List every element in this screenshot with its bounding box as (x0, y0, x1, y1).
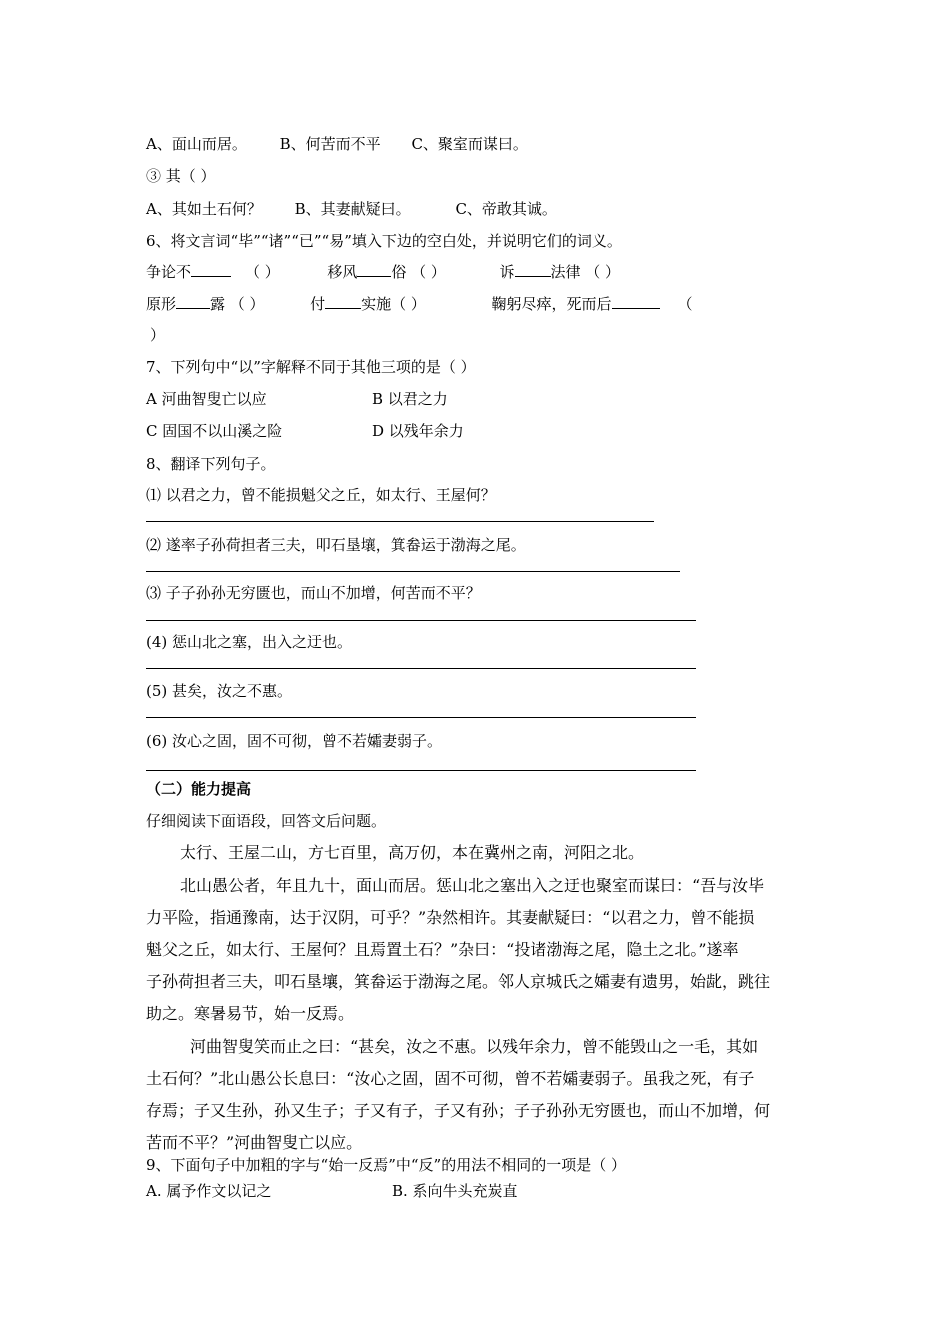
answer-line[interactable] (146, 717, 696, 718)
answer-line[interactable] (146, 571, 680, 572)
answer-line[interactable] (146, 668, 696, 669)
q6-row1 (146, 262, 620, 282)
passage-line: 子孙荷担者三夫，叩石垦壤，箕畚运于渤海之尾。邻人京城氏之孀妻有遗男，始龀，跳往 (146, 972, 771, 991)
q7-option-c: C 固国不以山溪之险 (146, 422, 283, 440)
passage-paragraph-1: 太行、王屋二山，方七百里，高万仞，本在冀州之南，河阳之北。 (180, 843, 645, 862)
fill-blank[interactable] (612, 294, 660, 309)
passage-line: 河曲智叟笑而止之曰：“甚矣，汝之不惠。以残年余力，曾不能毁山之一毛，其如 (190, 1037, 759, 1056)
q6-item-6-post: （ (677, 295, 693, 313)
q7-option-a: A 河曲智叟亡以应 (146, 390, 267, 408)
q6-item-3-post: 法律 （ ） (550, 263, 621, 281)
q6-item-3-pre: 诉 (499, 263, 515, 281)
q9-prompt: 9、下面句子中加粗的字与“始一反焉”中“反”的用法不相同的一项是（ ） (146, 1156, 626, 1174)
q5-option-c: C、聚室而谋曰。 (411, 135, 528, 153)
passage-line: 魁父之丘，如太行、王屋何？且焉置土石？”杂曰：“投诸渤海之尾，隐土之北。”遂率 (146, 940, 739, 959)
section-heading: （二）能力提高 (146, 780, 252, 798)
q6-item-5-pre: 付 (310, 295, 326, 313)
q6-item-2-pre: 移风 (327, 263, 358, 281)
q5-option-b: B、何苦而不平 (279, 135, 381, 153)
fill-blank[interactable] (357, 262, 391, 277)
q5-option-a2: A、其如土石何？ (146, 200, 262, 218)
q6-item-6-pre: 鞠躬尽瘁，死而后 (491, 295, 612, 313)
passage-line: 土石何？”北山愚公长息曰：“汝心之固，固不可彻，曾不若孀妻弱子。虽我之死，有子 (146, 1069, 755, 1088)
passage-line: 助之。寒暑易节，始一反焉。 (146, 1004, 355, 1023)
passage-line: 力平险，指通豫南，达于汉阴，可乎？”杂然相许。其妻献疑曰：“以君之力，曾不能损 (146, 908, 755, 927)
q8-item-3: ⑶ 子子孙孙无穷匮也，而山不加增，何苦而不平？ (146, 584, 481, 602)
fill-blank[interactable] (176, 294, 210, 309)
answer-line[interactable] (146, 620, 696, 621)
fill-blank[interactable] (325, 294, 361, 309)
fill-blank[interactable] (191, 262, 231, 277)
q7-option-d: D 以残年余力 (372, 422, 464, 440)
q7-option-b: B 以君之力 (372, 390, 448, 408)
q5-option-c2: C、帝敢其诚。 (455, 200, 557, 218)
q5-option-b2: B、其妻献疑曰。 (294, 200, 411, 218)
q8-item-6: (6) 汝心之固，固不可彻，曾不若孀妻弱子。 (146, 732, 443, 750)
q8-item-1: ⑴ 以君之力，曾不能损魁父之丘，如太行、王屋何？ (146, 486, 496, 504)
section-instruction: 仔细阅读下面语段，回答文后问题。 (146, 812, 387, 830)
q5-sub3-label: ③ 其（ ） (146, 167, 216, 185)
q6-prompt: 6、将文言词“毕”“诸”“已”“易”填入下边的空白处，并说明它们的词义。 (146, 232, 622, 250)
q9-option-b: B. 系向牛头充炭直 (392, 1182, 518, 1200)
q8-item-4: (4) 惩山北之塞，出入之迂也。 (146, 633, 353, 651)
q6-row2-tail: ） (150, 326, 166, 344)
q6-item-2-post: 俗 （ ） (391, 263, 446, 281)
q6-item-1-pre: 争论不 (146, 263, 192, 281)
answer-line[interactable] (146, 521, 654, 522)
q5-options-row2 (146, 199, 557, 219)
q5-options-row1 (146, 134, 528, 154)
q9-option-a: A. 属予作文以记之 (146, 1182, 272, 1200)
passage-line: 北山愚公者，年且九十，面山而居。惩山北之塞出入之迂也聚室而谋曰：“吾与汝毕 (180, 876, 765, 895)
answer-line[interactable] (146, 770, 696, 771)
passage-line: 苦而不平？”河曲智叟亡以应。 (146, 1133, 363, 1152)
q8-prompt: 8、翻译下列句子。 (146, 455, 276, 473)
q6-item-4-post: 露 （ ） (210, 295, 265, 313)
q8-item-5: (5) 甚矣，汝之不惠。 (146, 682, 293, 700)
q8-item-2: ⑵ 遂率子孙荷担者三夫，叩石垦壤，箕畚运于渤海之尾。 (146, 536, 526, 554)
q6-item-1-post: （ ） (245, 263, 280, 281)
q6-item-5-post: 实施（ ） (361, 295, 426, 313)
q5-option-a: A、面山而居。 (146, 135, 247, 153)
q6-row2 (146, 294, 693, 314)
q6-item-4-pre: 原形 (146, 295, 177, 313)
q7-prompt: 7、下列句中“以”字解释不同于其他三项的是（ ） (146, 358, 476, 376)
passage-line: 存焉；子又生孙，孙又生子；子又有子，子又有孙；子子孙孙无穷匮也，而山不加增，何 (146, 1101, 771, 1120)
fill-blank[interactable] (515, 262, 551, 277)
